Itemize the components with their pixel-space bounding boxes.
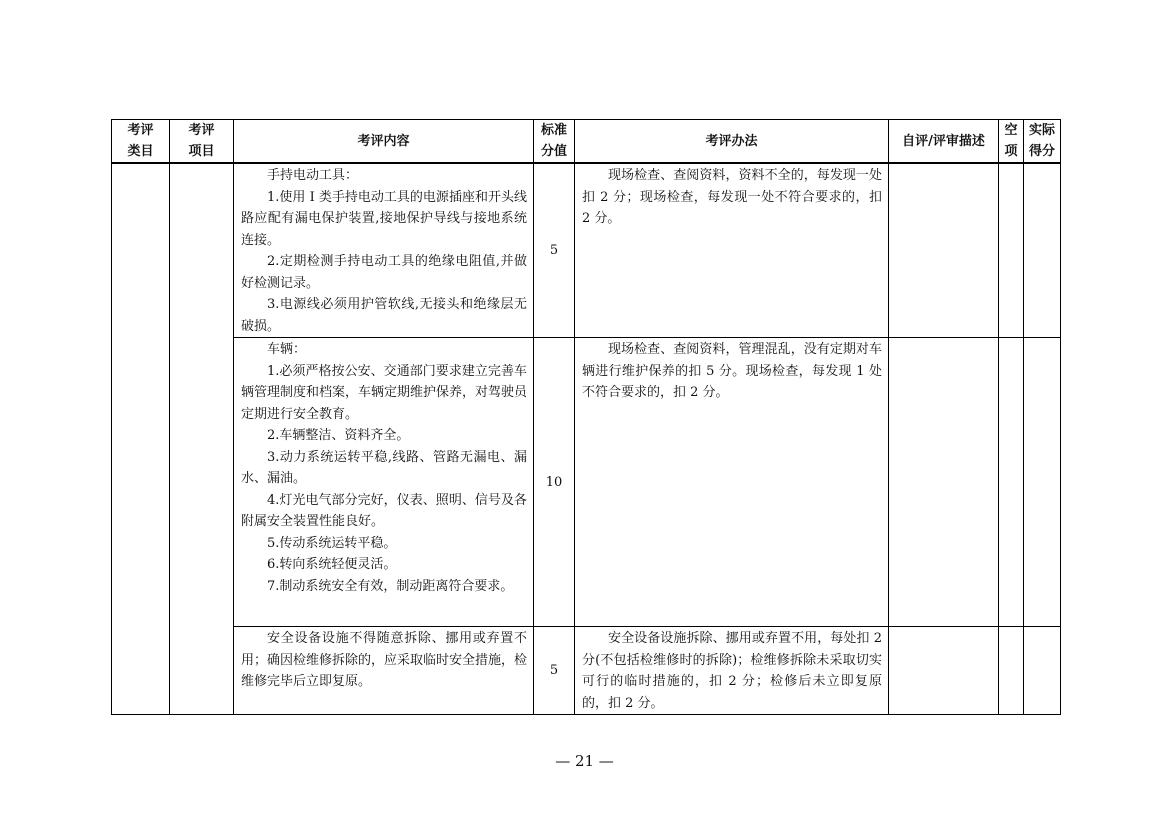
score-cell: 5: [534, 163, 575, 338]
header-actual-text: 实际 得分: [1028, 123, 1055, 159]
method-line: 安全设备设施拆除、挪用或弃置不用，每处扣 2 分(不包括检维修时的拆除)；检维修拆除未采取切实可行的临时措施的，扣 2 分；检修后未立即复原的，扣 2 分。: [582, 631, 882, 711]
score-cell: 5: [534, 627, 575, 715]
content-line: 车辆：: [267, 342, 307, 357]
method-cell: [575, 338, 889, 627]
method-line: 现场检查、查阅资料，资料不全的，每发现一处扣 2 分；现场检查，每发现一处不符合要求的，扣 2 分。: [582, 168, 882, 226]
header-content: 考评内容: [234, 120, 534, 164]
content-line: 1.必须严格按公安、交通部门要求建立完善车辆管理制度和档案，车辆定期维护保养，对驾驶员定期进行安全教育。: [241, 363, 528, 422]
actual-score-cell[interactable]: [1024, 338, 1061, 627]
page-number: — 21 —: [555, 752, 614, 770]
self-eval-cell[interactable]: [889, 627, 999, 715]
self-eval-cell[interactable]: [889, 338, 999, 627]
content-cell: [234, 627, 534, 715]
content-line: 安全设备设施不得随意拆除、挪用或弃置不用；确因检维修拆除的，应采取临时安全措施，检维修完毕后立即复原。: [241, 631, 528, 689]
method-line: 现场检查、查阅资料，管理混乱，没有定期对车辆进行维护保养的扣 5 分。现场检查，每发现 1 处不符合要求的，扣 2 分。: [582, 342, 882, 400]
header-method: 考评办法: [575, 120, 889, 164]
content-line: 3.电源线必须用护管软线,无接头和绝缘层无破损。: [241, 297, 527, 334]
header-blank: [999, 120, 1024, 164]
blank-cell[interactable]: [999, 338, 1024, 627]
header-item-text: 考评 项目: [188, 123, 215, 159]
content-line: 2.定期检测手持电动工具的绝缘电阻值,并做好检测记录。: [241, 254, 527, 291]
category-cell: [112, 163, 170, 715]
header-score: [534, 120, 575, 164]
header-actual: [1024, 120, 1061, 164]
header-self-eval: 自评/评审描述: [889, 120, 999, 164]
content-cell: [234, 163, 534, 338]
header-score-text: 标准 分值: [540, 123, 567, 159]
table-row: [112, 163, 1061, 338]
content-line: 5.传动系统运转平稳。: [267, 535, 397, 551]
self-eval-cell[interactable]: [889, 163, 999, 338]
content-line: 3.动力系统运转平稳,线路、管路无漏电、漏水、漏油。: [241, 449, 527, 486]
table-row: [112, 338, 1061, 627]
header-item: [170, 120, 234, 164]
actual-score-cell[interactable]: [1024, 627, 1061, 715]
table-row: [112, 627, 1061, 715]
header-category: [112, 120, 170, 164]
item-cell: [170, 163, 234, 715]
actual-score-cell[interactable]: [1024, 163, 1061, 338]
content-line: 2.车辆整洁、资料齐全。: [267, 428, 410, 443]
header-category-text: 考评 类目: [127, 123, 154, 159]
method-cell: [575, 627, 889, 715]
content-line: 7.制动系统安全有效，制动距离符合要求。: [267, 578, 514, 594]
score-cell: 10: [534, 338, 575, 627]
content-line: 手持电动工具：: [267, 168, 359, 183]
blank-cell[interactable]: [999, 163, 1024, 338]
content-cell: [234, 338, 534, 627]
blank-cell[interactable]: [999, 627, 1024, 715]
method-cell: [575, 163, 889, 338]
evaluation-table: [111, 119, 1061, 715]
header-row: [112, 120, 1061, 164]
content-line: 4.灯光电气部分完好，仪表、照明、信号及各附属安全装置性能良好。: [241, 492, 527, 529]
content-line: 6.转向系统轻便灵活。: [267, 557, 397, 572]
content-line: 1.使用 I 类手持电动工具的电源插座和开头线路应配有漏电保护装置,接地保护导线与接地系统连接。: [241, 189, 527, 248]
header-blank-text: 空 项: [1004, 123, 1018, 159]
